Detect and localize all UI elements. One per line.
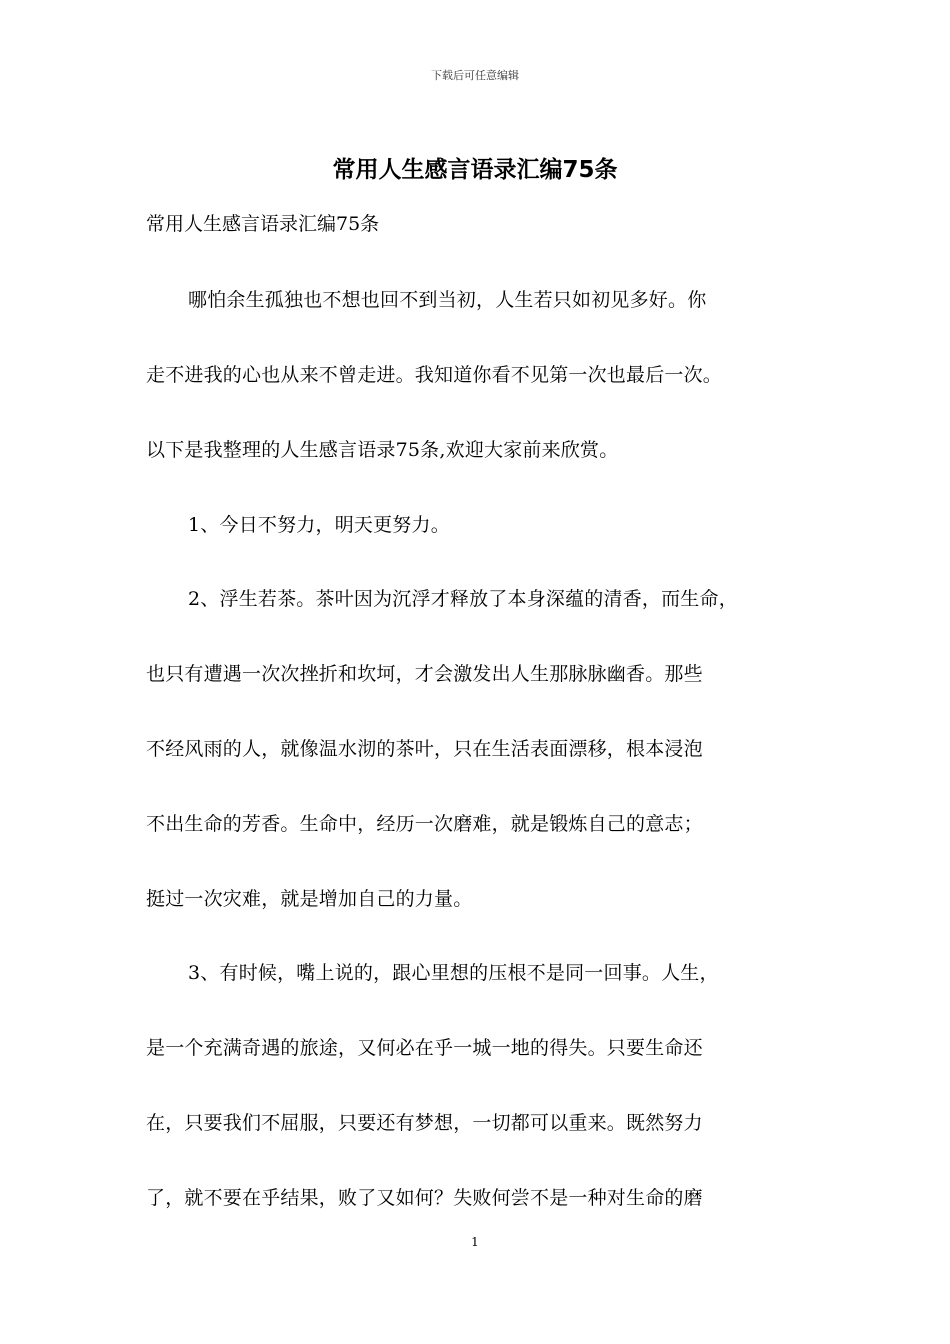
- document-title: 常用人生感言语录汇编75条: [332, 157, 618, 183]
- header-note: 下载后可任意编辑: [431, 69, 519, 82]
- body-line: 是一个充满奇遇的旅途，又何必在乎一城一地的得失。只要生命还: [146, 1037, 703, 1059]
- body-line: 哪怕余生孤独也不想也回不到当初，人生若只如初见多好。你: [188, 289, 707, 311]
- body-line: 不出生命的芳香。生命中，经历一次磨难，就是锻炼自己的意志；: [146, 813, 703, 835]
- body-line: 走不进我的心也从来不曾走进。我知道你看不见第一次也最后一次。: [146, 364, 723, 386]
- body-line: 也只有遭遇一次次挫折和坎坷，才会激发出人生那脉脉幽香。那些: [146, 663, 703, 685]
- body-line: 不经风雨的人，就像温水沏的茶叶，只在生活表面漂移，根本浸泡: [146, 738, 703, 760]
- body-line: 2、浮生若茶。茶叶因为沉浮才释放了本身深蕴的清香，而生命，: [188, 588, 738, 610]
- body-line: 了，就不要在乎结果，败了又如何？失败何尝不是一种对生命的磨: [146, 1187, 703, 1209]
- body-line: 在，只要我们不屈服，只要还有梦想，一切都可以重来。既然努力: [146, 1112, 703, 1134]
- body-line: 挺过一次灾难，就是增加自己的力量。: [146, 888, 473, 910]
- body-line: 以下是我整理的人生感言语录75条,欢迎大家前来欣赏。: [146, 439, 619, 461]
- page-number: 1: [471, 1235, 479, 1249]
- document-subtitle: 常用人生感言语录汇编75条: [146, 213, 380, 235]
- body-line: 3、有时候，嘴上说的，跟心里想的压根不是同一回事。人生，: [188, 962, 719, 984]
- body-line: 1、今日不努力，明天更努力。: [188, 514, 450, 536]
